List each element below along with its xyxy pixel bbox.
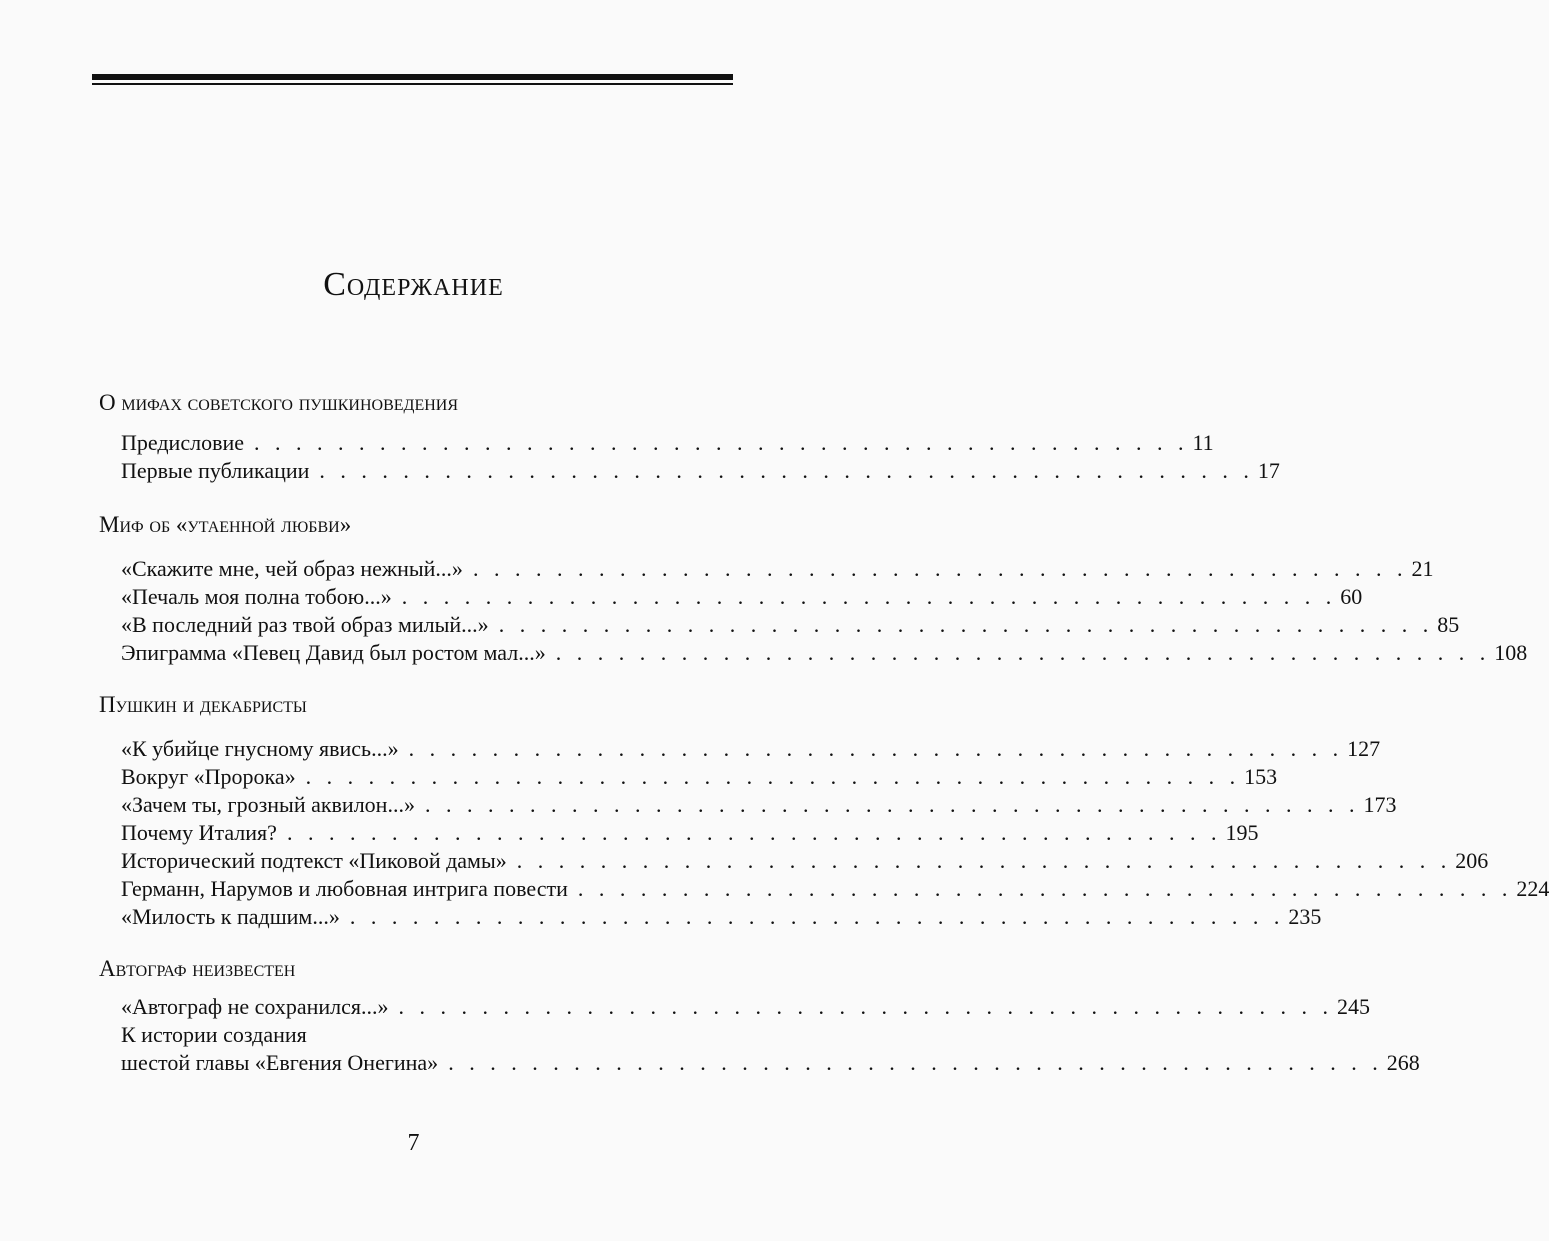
toc-entry-label: «К убийце гнусному явись...» [121,736,399,761]
toc-entry-label: Почему Италия? [121,820,277,845]
toc-entry [121,820,1259,848]
dot-leader: . . . . . . . . . . . . . . . . . . . . . . . . . . . . . . . . . . . . . . . . . . . . . [408,736,1344,761]
toc-entry-page: 17 [1257,458,1280,483]
toc-entry-page: 245 [1337,994,1371,1019]
toc-entry [121,764,1278,792]
page-title: Содержание [323,266,504,303]
dot-leader: . . . . . . . . . . . . . . . . . . . . . . . . . . . . . . . . . . . . . . . . . . . . . [555,640,1491,665]
toc-entry-label: «Милость к падшим...» [121,904,340,929]
toc-entry [121,430,1214,458]
toc-entry-page: 224 [1516,876,1549,901]
dot-leader: . . . . . . . . . . . . . . . . . . . . . . . . . . . . . . . . . . . . . . . . . . . . . [448,1050,1383,1075]
toc-entry-page: 85 [1437,612,1460,637]
dot-leader: . . . . . . . . . . . . . . . . . . . . . . . . . . . . . . . . . . . . . . . . . . . . . [286,820,1222,845]
toc-entry-label: «В последний раз твой образ милый...» [121,612,489,637]
toc-entry [121,584,1363,612]
dot-leader: . . . . . . . . . . . . . . . . . . . . . . . . . . . . . . . . . . . . . . . . . . . . . [398,994,1334,1019]
page-number: 7 [407,1130,420,1156]
dot-leader: . . . . . . . . . . . . . . . . . . . . . . . . . . . . . . . . . . . . . . . . . . . . . [319,458,1254,483]
dot-leader: . . . . . . . . . . . . . . . . . . . . . . . . . . . . . . . . . . . . . . . . . . . . . [401,584,1337,609]
section-title: Миф об «утаенной любви» [99,512,352,537]
dot-leader: . . . . . . . . . . . . . . . . . . . . . . . . . . . . . . . . . . . . . . . . . . . . . [349,904,1285,929]
toc-entry [121,904,1322,932]
dot-leader: . . . . . . . . . . . . . . . . . . . . . . . . . . . . . . . . . . . . . . . . . . . . . [472,556,1408,581]
dot-leader: . . . . . . . . . . . . . . . . . . . . . . . . . . . . . . . . . . . . . . . . . . . . . [424,792,1360,817]
toc-entry [121,736,1381,764]
toc-entry [121,876,1549,904]
toc-entry-label: Исторический подтекст «Пиковой дамы» [121,848,507,873]
toc-entry-label: Вокруг «Пророка» [121,764,296,789]
dot-leader: . . . . . . . . . . . . . . . . . . . . . . . . . . . . . . . . . . . . . . . . . . . . . [516,848,1452,873]
toc-entry-page: 21 [1411,556,1434,581]
section-title: Автограф неизвестен [99,956,296,981]
toc-entry-page: 173 [1363,792,1397,817]
toc-entry-label: шестой главы «Евгения Онегина» [121,1050,439,1075]
dot-leader: . . . . . . . . . . . . . . . . . . . . . . . . . . . . . . . . . . . . . . . . . . . . . [577,876,1513,901]
top-rule-thick [92,74,733,80]
toc-entry [121,1050,1420,1078]
toc-entry-page: 235 [1288,904,1322,929]
toc-entry-page: 127 [1347,736,1381,761]
toc-entry [121,556,1434,584]
toc-entry [121,612,1460,640]
toc-entry-label: К истории создания [121,1022,307,1047]
toc-entry [121,994,1371,1022]
dot-leader: . . . . . . . . . . . . . . . . . . . . . . . . . . . . . . . . . . . . . . . . . . . . . [305,764,1241,789]
toc-entry-label: Предисловие [121,430,244,455]
top-rule-thin [92,83,733,85]
toc-entry-label: Германн, Нарумов и любовная интрига повести [121,876,568,901]
section-title: Пушкин и декабристы [99,692,307,717]
toc-entry-page: 108 [1494,640,1528,665]
toc-entry-label: «Зачем ты, грозный аквилон...» [121,792,415,817]
toc-entry-page: 206 [1455,848,1489,873]
dot-leader: . . . . . . . . . . . . . . . . . . . . . . . . . . . . . . . . . . . . . . . . . . . . . [498,612,1434,637]
toc-entry-label: «Автограф не сохранился...» [121,994,389,1019]
toc-entry-label: Эпиграмма «Певец Давид был ростом мал...» [121,640,546,665]
toc-entry [121,458,1280,486]
toc-entry-label: «Скажите мне, чей образ нежный...» [121,556,463,581]
toc-entry-label: «Печаль моя полна тобою...» [121,584,392,609]
toc-entry-page: 195 [1225,820,1259,845]
toc-entry-page: 60 [1340,584,1363,609]
toc-entry [121,792,1397,820]
toc-entry-page: 268 [1386,1050,1420,1075]
toc-entry-label: Первые публикации [121,458,310,483]
section-title: О мифах советского пушкиноведения [99,390,459,415]
toc-entry-page: 11 [1192,430,1214,455]
toc-entry-page: 153 [1244,764,1278,789]
dot-leader: . . . . . . . . . . . . . . . . . . . . . . . . . . . . . . . . . . . . . . . . . . . . . [254,430,1189,455]
toc-entry [121,848,1489,876]
toc-entry [121,640,1528,668]
